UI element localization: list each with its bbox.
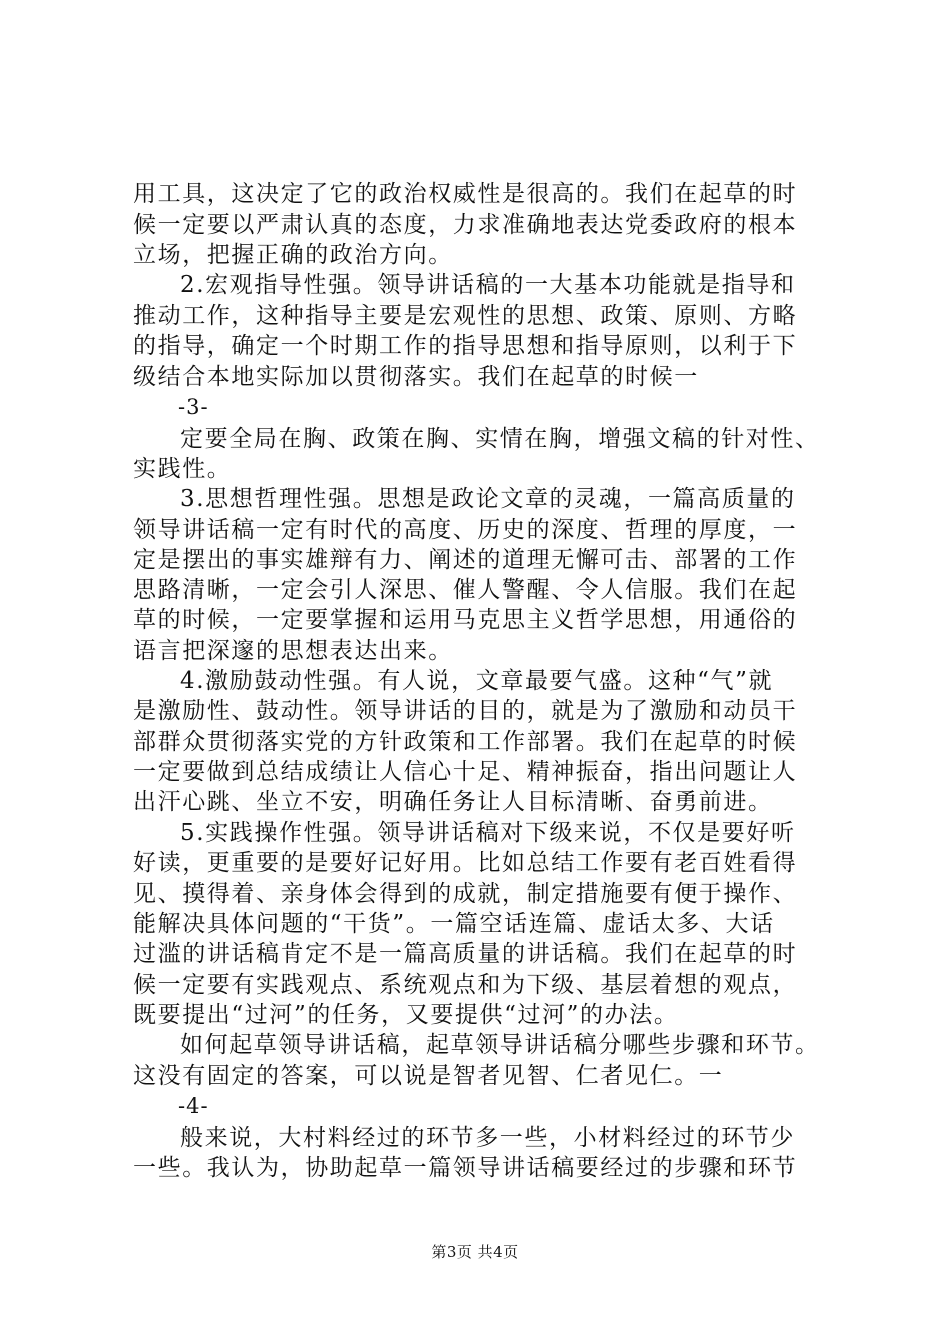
text-line: 3.思想哲理性强。思想是政论文章的灵魂，一篇高质量的 (180, 486, 796, 512)
text-line: 好读，更重要的是要好记好用。比如总结工作要有老百姓看得 (133, 850, 798, 876)
text-line: 能解决具体问题的“干货”。一篇空话连篇、虚话太多、大话 (133, 911, 775, 937)
text-line: 定是摆出的事实雄辩有力、阐述的道理无懈可击、部署的工作 (133, 547, 798, 573)
text-line: 是激励性、鼓动性。领导讲话的目的，就是为了激励和动员干 (133, 698, 798, 724)
text-line: 推动工作，这种指导主要是宏观性的思想、政策、原则、方略 (133, 303, 798, 329)
page-footer: 第3页 共4页 (431, 1243, 519, 1261)
text-line: 4.激励鼓动性强。有人说，文章最要气盛。这种“气”就 (180, 668, 774, 694)
text-line: 思路清晰，一定会引人深思、催人警醒、令人信服。我们在起 (133, 577, 798, 603)
text-line: 候一定要以严肃认真的态度，力求准确地表达党委政府的根本 (133, 212, 798, 238)
text-line: 定要全局在胸、政策在胸、实情在胸，增强文稿的针对性、 (180, 426, 820, 452)
text-line: 5.实践操作性强。领导讲话稿对下级来说，不仅是要好听 (180, 820, 796, 846)
text-line: 实践性。 (133, 456, 232, 482)
text-line: 出汗心跳、坐立不安，明确任务让人目标清晰、奋勇前进。 (133, 789, 773, 815)
inline-page-number: -3- (178, 395, 209, 419)
text-line: 级结合本地实际加以贯彻落实。我们在起草的时候一 (133, 364, 699, 390)
text-line: 如何起草领导讲话稿，起草领导讲话稿分哪些步骤和环节。 (180, 1032, 820, 1058)
text-line: 领导讲话稿一定有时代的高度、历史的深度、哲理的厚度，一 (133, 517, 798, 543)
text-line: 立场，把握正确的政治方向。 (133, 242, 453, 268)
text-line: 一定要做到总结成绩让人信心十足、精神振奋，指出问题让人 (133, 759, 798, 785)
text-line: 用工具，这决定了它的政治权威性是很高的。我们在起草的时 (133, 181, 798, 207)
text-line: 般来说，大村料经过的环节多一些，小材料经过的环节少 (180, 1125, 795, 1151)
text-line: 部群众贯彻落实党的方针政策和工作部署。我们在起草的时候 (133, 729, 798, 755)
text-line: 的指导，确定一个时期工作的指导思想和指导原则，以利于下 (133, 333, 798, 359)
text-line: 2.宏观指导性强。领导讲话稿的一大基本功能就是指导和 (180, 272, 796, 298)
text-line: 见、摸得着、亲身体会得到的成就，制定措施要有便于操作、 (133, 881, 798, 907)
text-line: 草的时候，一定要掌握和运用马克思主义哲学思想，用通俗的 (133, 607, 798, 633)
text-line: 这没有固定的答案，可以说是智者见智、仁者见仁。一 (133, 1063, 724, 1089)
text-line: 过滥的讲话稿肯定不是一篇高质量的讲话稿。我们在起草的时 (133, 941, 798, 967)
text-line: 一些。我认为，协助起草一篇领导讲话稿要经过的步骤和环节 (133, 1155, 798, 1181)
text-line: 语言把深邃的思想表达出来。 (133, 638, 453, 664)
text-line: 候一定要有实践观点、系统观点和为下级、基层着想的观点， (133, 972, 798, 998)
inline-page-number: -4- (178, 1094, 209, 1118)
text-line: 既要提出“过河”的任务，又要提供“过河”的办法。 (133, 1002, 679, 1028)
